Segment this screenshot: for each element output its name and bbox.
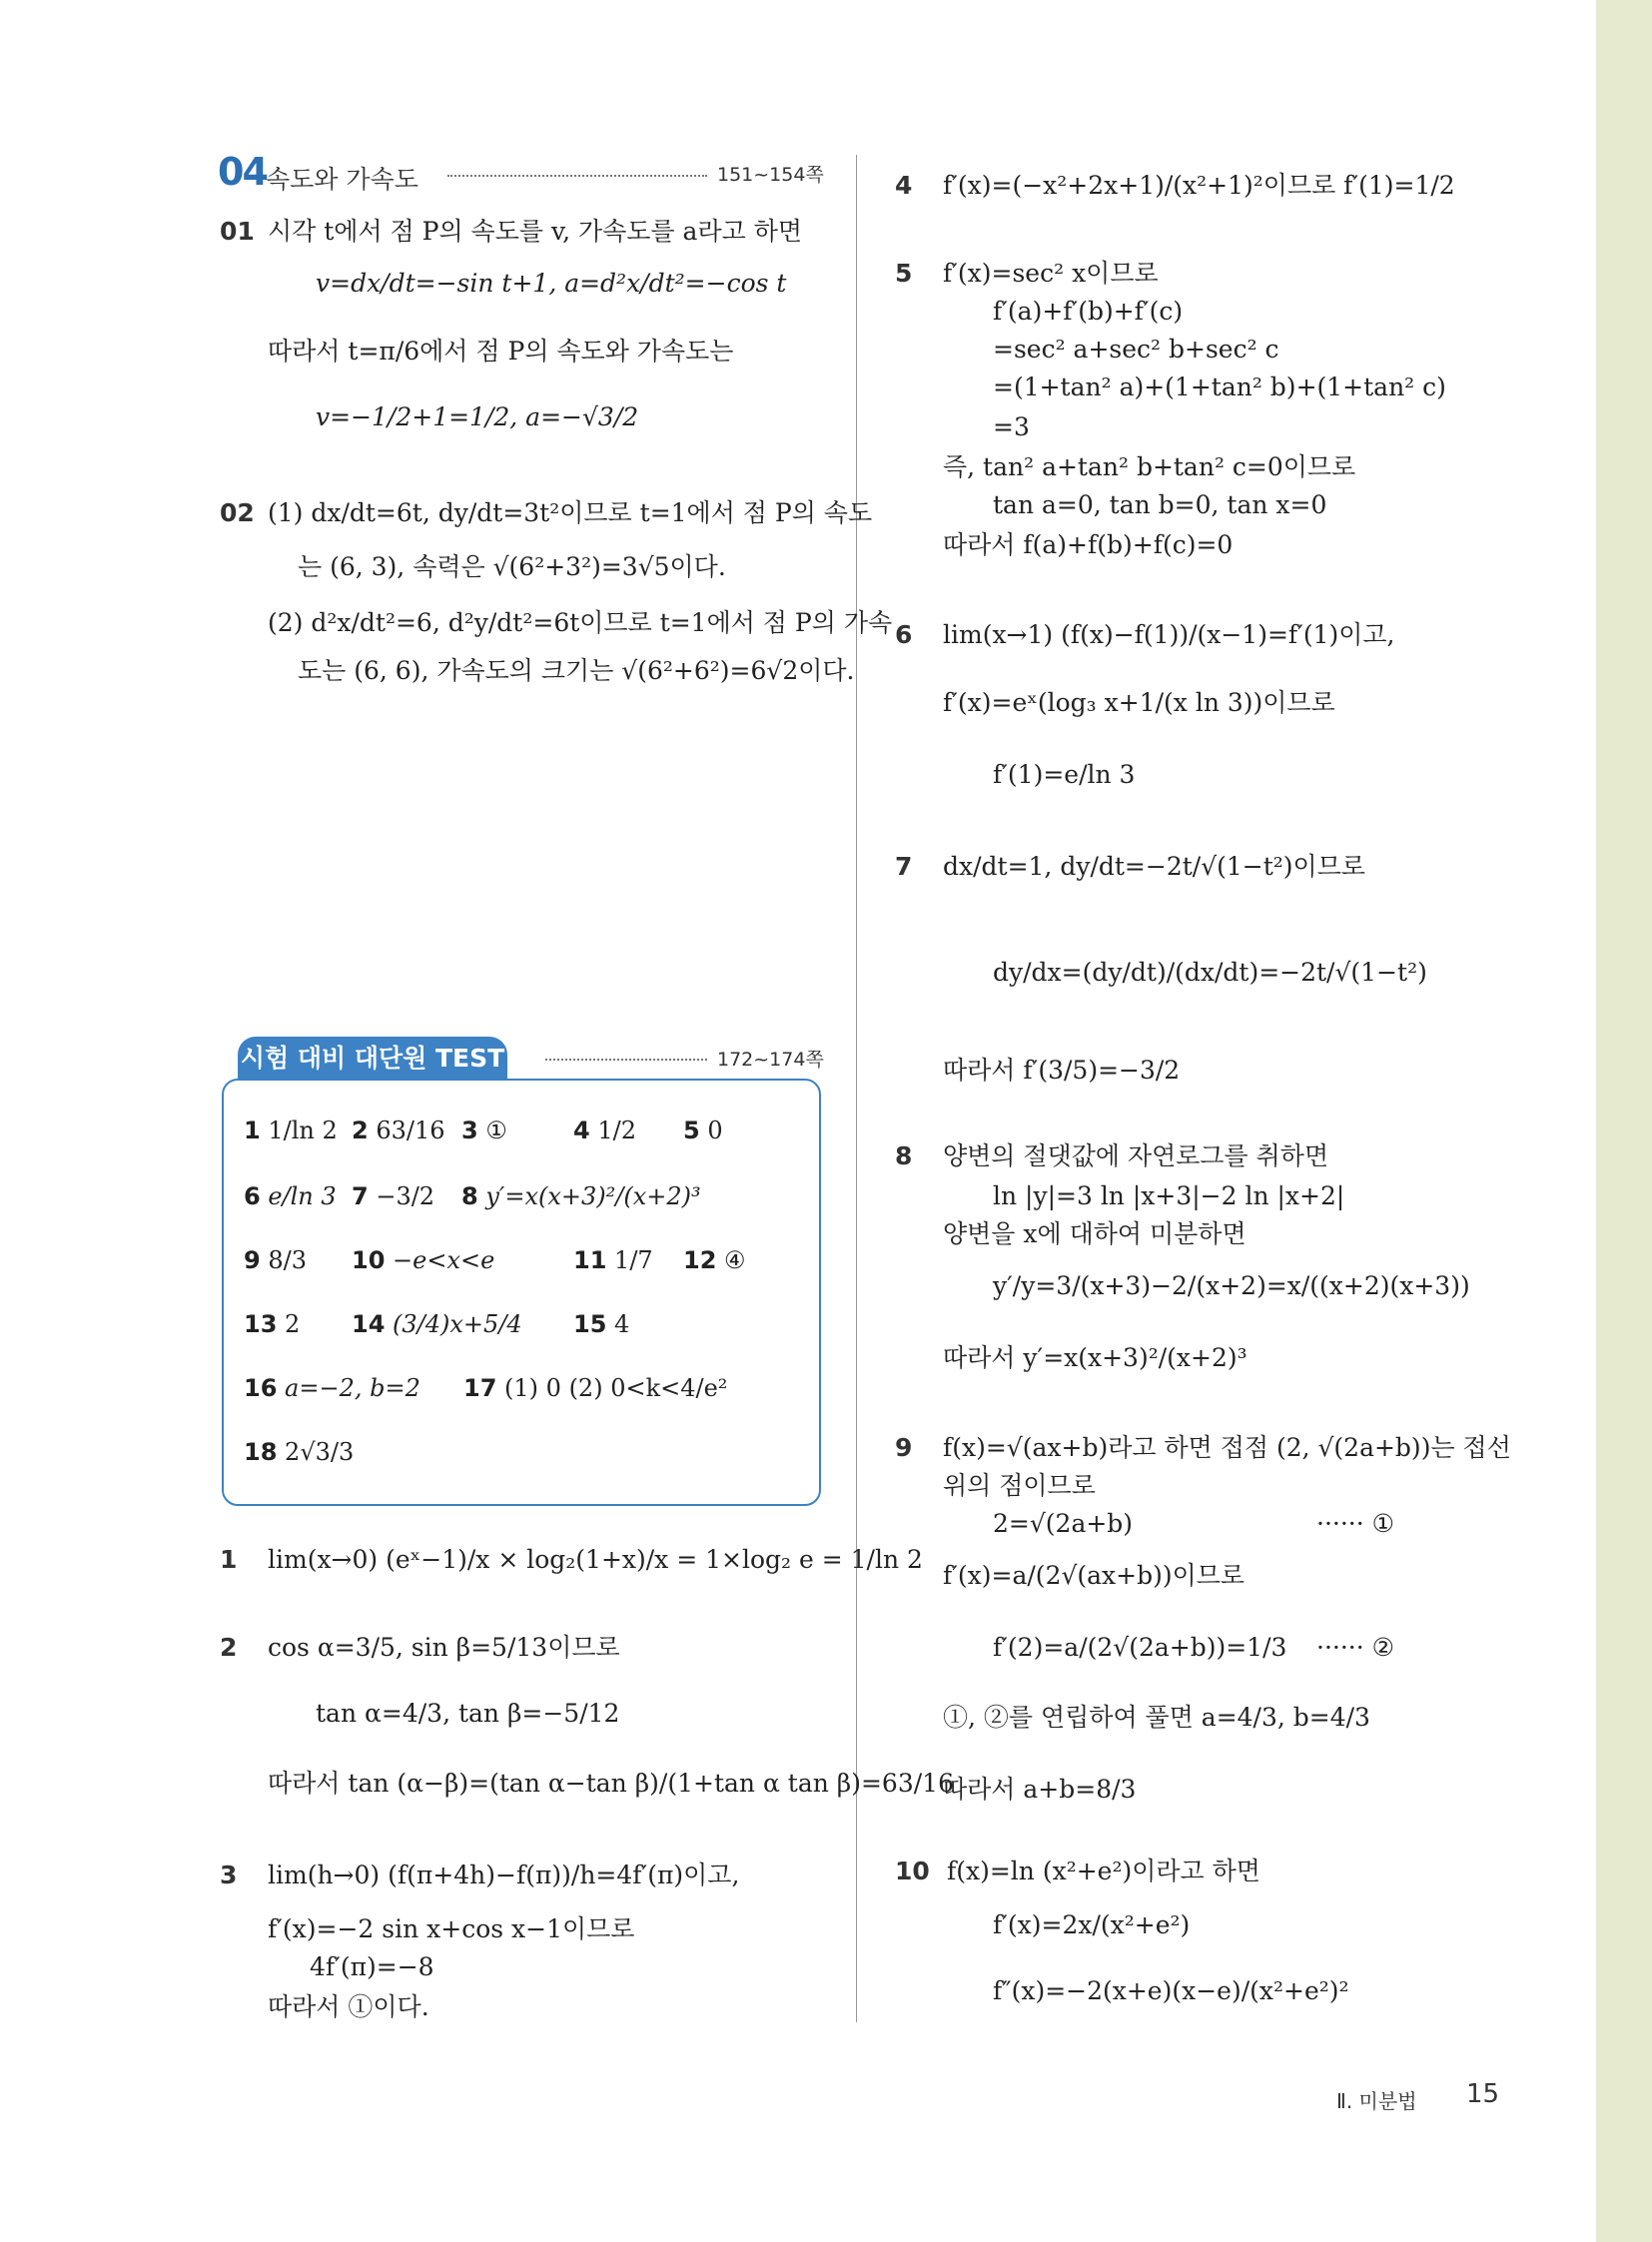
- answer-number: 8: [461, 1182, 478, 1210]
- section-pages: 151~154쪽: [717, 164, 824, 186]
- answer-value: e/ln 3: [268, 1182, 337, 1210]
- problem-number: 4: [895, 171, 913, 200]
- problem-number: 02: [220, 498, 255, 527]
- answer-value: a=−2, b=2: [285, 1374, 420, 1402]
- answer-number: 7: [352, 1182, 369, 1210]
- answer-item: [573, 1117, 636, 1144]
- solution-line: 따라서 tan (α−β)=(tan α−tan β)/(1+tan α tan β)=63/16: [268, 1769, 954, 1798]
- solution-line: 양변의 절댓값에 자연로그를 취하면: [943, 1141, 1329, 1170]
- answer-value: 2: [285, 1310, 301, 1338]
- answer-number: 5: [683, 1117, 700, 1144]
- solution-line: ①, ②를 연립하여 풀면 a=4/3, b=4/3: [943, 1703, 1370, 1732]
- solution-line: =3: [993, 412, 1030, 441]
- answer-number: 11: [573, 1246, 607, 1274]
- equation-marker: ······ ②: [1316, 1633, 1395, 1662]
- page-edge-tab: [1596, 0, 1652, 2242]
- section-title: 속도와 가속도: [266, 165, 418, 194]
- solution-line: (1) dx/dt=6t, dy/dt=3t²이므로 t=1에서 점 P의 속도: [268, 498, 873, 527]
- answer-item: [573, 1310, 629, 1338]
- answer-value: ④: [724, 1246, 746, 1274]
- solution-line: v=dx/dt=−sin t+1, a=d²x/dt²=−cos t: [316, 269, 787, 298]
- solution-line: f′(x)=sec² x이므로: [943, 259, 1159, 288]
- section-number: 04: [218, 150, 267, 194]
- solution-line: f′(a)+f′(b)+f′(c): [993, 297, 1184, 326]
- answer-item: [352, 1310, 522, 1338]
- solution-line: y′/y=3/(x+3)−2/(x+2)=x/((x+2)(x+3)): [993, 1271, 1470, 1300]
- answer-value: −3/2: [376, 1182, 435, 1210]
- problem-number: 1: [220, 1545, 238, 1574]
- column-divider: [856, 155, 857, 2022]
- solution-line: tan a=0, tan b=0, tan x=0: [993, 490, 1327, 519]
- answer-item: [573, 1246, 653, 1274]
- solution-line: lim(h→0) (f(π+4h)−f(π))/h=4f′(π)이고,: [268, 1861, 740, 1889]
- answer-value: 1/ln 2: [268, 1117, 338, 1144]
- solution-line: 즉, tan² a+tan² b+tan² c=0이므로: [943, 452, 1356, 481]
- solution-line: f″(x)=−2(x+e)(x−e)/(x²+e²)²: [993, 1976, 1349, 2005]
- answer-number: 14: [352, 1310, 386, 1338]
- solution-line: v=−1/2+1=1/2, a=−√3/2: [316, 402, 639, 431]
- answer-value: 1/2: [597, 1117, 636, 1144]
- problem-number: 3: [220, 1861, 238, 1889]
- answer-value: y′=x(x+3)²/(x+2)³: [485, 1182, 701, 1210]
- leader-dots: [447, 175, 707, 177]
- answer-item: [244, 1310, 300, 1338]
- answer-value: (1) 0 (2) 0<k<4/e²: [504, 1374, 728, 1402]
- solution-line: f′(x)=eˣ(log₃ x+1/(x ln 3))이므로: [943, 688, 1335, 717]
- answer-number: 9: [244, 1246, 261, 1274]
- answer-item: [244, 1438, 354, 1466]
- answer-number: 16: [244, 1374, 278, 1402]
- answer-value: 63/16: [376, 1117, 445, 1144]
- solution-line: =sec² a+sec² b+sec² c: [993, 335, 1279, 364]
- solution-line: cos α=3/5, sin β=5/13이므로: [268, 1633, 620, 1662]
- answer-number: 13: [244, 1310, 278, 1338]
- answer-number: 17: [463, 1374, 497, 1402]
- solution-line: 4f′(π)=−8: [310, 1952, 434, 1981]
- solution-line: 따라서 y′=x(x+3)²/(x+2)³: [943, 1343, 1247, 1372]
- answer-item: [461, 1182, 701, 1210]
- solution-line: 2=√(2a+b): [993, 1509, 1134, 1538]
- solution-line: f′(x)=2x/(x²+e²): [993, 1910, 1191, 1939]
- solution-line: f′(1)=e/ln 3: [993, 760, 1136, 789]
- answer-item: [683, 1117, 723, 1144]
- solution-line: 도는 (6, 6), 가속도의 크기는 √(6²+6²)=6√2이다.: [298, 656, 855, 685]
- answer-item: [352, 1246, 494, 1274]
- solution-line: f(x)=ln (x²+e²)이라고 하면: [947, 1857, 1260, 1885]
- solution-line: lim(x→1) (f(x)−f(1))/(x−1)=f′(1)이고,: [943, 620, 1395, 649]
- problem-number: 6: [895, 620, 913, 649]
- solution-line: 위의 점이므로: [943, 1471, 1096, 1500]
- answer-number: 12: [683, 1246, 717, 1274]
- page-number: 15: [1466, 2079, 1500, 2109]
- answer-number: 18: [244, 1438, 278, 1466]
- answer-number: 1: [244, 1117, 261, 1144]
- solution-line: (2) d²x/dt²=6, d²y/dt²=6t이므로 t=1에서 점 P의 가속: [268, 608, 893, 637]
- answer-item: [244, 1246, 307, 1274]
- answer-number: 15: [573, 1310, 607, 1338]
- answer-value: (3/4)x+5/4: [393, 1310, 522, 1338]
- solution-line: 양변을 x에 대하여 미분하면: [943, 1219, 1246, 1248]
- leader-dots: [545, 1059, 707, 1061]
- answer-number: 3: [461, 1117, 478, 1144]
- answer-item: [683, 1246, 746, 1274]
- chapter-label: Ⅱ. 미분법: [1336, 2089, 1417, 2113]
- answer-item: [463, 1374, 727, 1402]
- answer-value: 4: [614, 1310, 630, 1338]
- answer-number: 4: [573, 1117, 590, 1144]
- problem-number: 7: [895, 852, 913, 881]
- solution-line: 는 (6, 3), 속력은 √(6²+3²)=3√5이다.: [298, 552, 726, 581]
- test-pages: 172~174쪽: [717, 1049, 824, 1071]
- answer-value: ①: [485, 1117, 507, 1144]
- solution-line: f′(x)=(−x²+2x+1)/(x²+1)²이므로 f′(1)=1/2: [943, 171, 1455, 200]
- solution-line: f(x)=√(ax+b)라고 하면 접점 (2, √(2a+b))는 접선: [943, 1433, 1511, 1462]
- solution-line: f′(2)=a/(2√(2a+b))=1/3: [993, 1633, 1287, 1662]
- solution-line: dy/dx=(dy/dt)/(dx/dt)=−2t/√(1−t²): [993, 958, 1427, 987]
- answer-item: [244, 1182, 337, 1210]
- solution-line: 따라서 f′(3/5)=−3/2: [943, 1056, 1181, 1085]
- answer-value: −e<x<e: [393, 1246, 495, 1274]
- solution-line: tan α=4/3, tan β=−5/12: [316, 1699, 620, 1728]
- test-title-tab: 시험 대비 대단원 TEST: [238, 1037, 507, 1081]
- solution-line: f′(x)=a/(2√(ax+b))이므로: [943, 1561, 1245, 1590]
- problem-number: 10: [895, 1857, 930, 1885]
- solution-line: 따라서 t=π/6에서 점 P의 속도와 가속도는: [268, 337, 734, 366]
- solution-line: f′(x)=−2 sin x+cos x−1이므로: [268, 1914, 635, 1943]
- answer-value: 0: [707, 1117, 723, 1144]
- solution-line: 시각 t에서 점 P의 속도를 v, 가속도를 a라고 하면: [268, 217, 803, 246]
- answer-item: [244, 1117, 338, 1144]
- answer-item: [244, 1374, 420, 1402]
- answer-item: [352, 1182, 434, 1210]
- equation-marker: ······ ①: [1316, 1509, 1395, 1538]
- answer-value: 2√3/3: [285, 1438, 355, 1466]
- solution-line: 따라서 ①이다.: [268, 1992, 429, 2021]
- answer-number: 6: [244, 1182, 261, 1210]
- answer-value: 1/7: [614, 1246, 653, 1274]
- solution-line: =(1+tan² a)+(1+tan² b)+(1+tan² c): [993, 373, 1446, 401]
- answer-value: 8/3: [268, 1246, 307, 1274]
- answer-item: [352, 1117, 445, 1144]
- answer-number: 10: [352, 1246, 386, 1274]
- answer-number: 2: [352, 1117, 369, 1144]
- problem-number: 8: [895, 1141, 913, 1170]
- solution-line: dx/dt=1, dy/dt=−2t/√(1−t²)이므로: [943, 852, 1365, 881]
- solution-line: ln |y|=3 ln |x+3|−2 ln |x+2|: [993, 1181, 1345, 1210]
- solution-line: lim(x→0) (eˣ−1)/x × log₂(1+x)/x = 1×log₂ e = 1/ln 2: [268, 1545, 923, 1574]
- solution-line: 따라서 f(a)+f(b)+f(c)=0: [943, 530, 1234, 559]
- solution-line: 따라서 a+b=8/3: [943, 1775, 1137, 1804]
- problem-number: 01: [220, 217, 255, 246]
- problem-number: 5: [895, 259, 913, 288]
- problem-number: 9: [895, 1433, 913, 1462]
- problem-number: 2: [220, 1633, 238, 1662]
- answer-item: [461, 1117, 507, 1144]
